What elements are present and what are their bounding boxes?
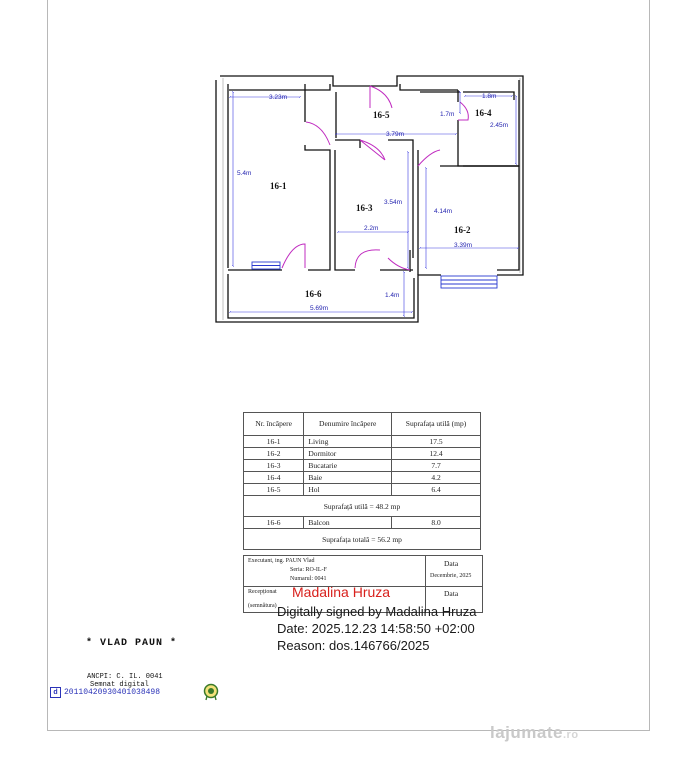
dim-living-length: 5.4m	[237, 170, 252, 177]
row-nr: 16-5	[244, 484, 304, 496]
dim-bedroom-width: 3.39m	[454, 242, 473, 249]
watermark-suffix: .ro	[562, 729, 579, 741]
document-icon: d	[50, 687, 61, 698]
table-row	[244, 460, 481, 472]
table-row	[244, 472, 481, 484]
watermark-text: lajumate	[490, 723, 563, 742]
table-row	[244, 448, 481, 460]
useful-total-row	[244, 496, 481, 517]
numar-text: Numarul: 0041	[290, 576, 327, 582]
dim-kitchen-length: 3.54m	[384, 199, 403, 206]
area-table-header	[244, 413, 481, 436]
row-name: Living	[304, 436, 392, 448]
area-table	[243, 412, 481, 550]
header-name: Denumire încăpere	[304, 413, 392, 436]
dim-balcony-length: 5.69m	[310, 305, 329, 312]
row-nr: 16-1	[244, 436, 304, 448]
useful-total: Suprafață utilă = 48.2 mp	[244, 496, 481, 517]
room-16-1: 16-1	[270, 181, 287, 191]
receptionat-text: Recepționat	[248, 589, 277, 595]
row-area: 8.0	[392, 517, 481, 529]
data-value: Decembrie, 2025	[430, 573, 472, 579]
room-16-3: 16-3	[356, 203, 373, 213]
room-16-6: 16-6	[305, 289, 322, 299]
table-row	[244, 436, 481, 448]
semnatura-text: (semnătura)	[248, 603, 277, 609]
dim-hall-width: 1.7m	[440, 111, 455, 118]
room-16-2: 16-2	[454, 225, 471, 235]
stamp-name: * VLAD PAUN *	[86, 638, 178, 649]
dim-bedroom-length: 4.14m	[434, 208, 453, 215]
watermark	[490, 723, 579, 743]
executant-text: Executant, ing. PAUN Vlad	[248, 558, 315, 564]
dimension-labels	[237, 93, 508, 312]
grand-total-row	[244, 529, 481, 550]
data-label: Data	[444, 559, 459, 568]
row-area: 12.4	[392, 448, 481, 460]
data-label-2: Data	[444, 589, 459, 598]
digital-signature-date: Date: 2025.12.23 14:58:50 +02:00	[277, 621, 475, 636]
row-area: 17.5	[392, 436, 481, 448]
row-nr: 16-6	[244, 517, 304, 529]
dim-hall-length: 3.79m	[386, 131, 405, 138]
row-area: 6.4	[392, 484, 481, 496]
serie-text: Seria: RO-IL-F	[290, 567, 327, 573]
row-area: 4.2	[392, 472, 481, 484]
row-name: Dormitor	[304, 448, 392, 460]
dim-kitchen-width: 2.2m	[364, 225, 379, 232]
table-row	[244, 517, 481, 529]
digital-signature-line: Digitally signed by Madalina Hruza	[277, 604, 477, 619]
row-nr: 16-3	[244, 460, 304, 472]
dim-bath-width: 1.8m	[482, 93, 497, 100]
digital-id: 20110420930401038498	[64, 688, 161, 697]
windows	[252, 262, 497, 288]
row-nr: 16-4	[244, 472, 304, 484]
digital-signature-reason: Reason: dos.146766/2025	[277, 638, 430, 653]
grand-total: Suprafața totală = 56.2 mp	[244, 529, 481, 550]
row-area: 7.7	[392, 460, 481, 472]
header-nr: Nr. încăpere	[244, 413, 304, 436]
row-name: Bucatarie	[304, 460, 392, 472]
floor-plan	[0, 0, 698, 340]
row-name: Baie	[304, 472, 392, 484]
dim-living-width: 3.23m	[269, 94, 288, 101]
row-name: Hol	[304, 484, 392, 496]
certificate-seal-icon	[203, 683, 219, 701]
semnat-digital-text: Semnat digital	[90, 681, 149, 689]
room-16-5: 16-5	[373, 110, 390, 120]
row-nr: 16-2	[244, 448, 304, 460]
table-row	[244, 484, 481, 496]
dim-balcony-width: 1.4m	[385, 292, 400, 299]
digital-signer-name: Madalina Hruza	[292, 584, 391, 600]
dim-bath-length: 2.45m	[490, 122, 509, 129]
row-name: Balcon	[304, 517, 392, 529]
ancpi-text: ANCPI: C. IL. 0041	[87, 673, 163, 681]
header-area: Suprafața utilă (mp)	[392, 413, 481, 436]
room-16-4: 16-4	[475, 108, 492, 118]
dimension-lines	[230, 92, 518, 316]
